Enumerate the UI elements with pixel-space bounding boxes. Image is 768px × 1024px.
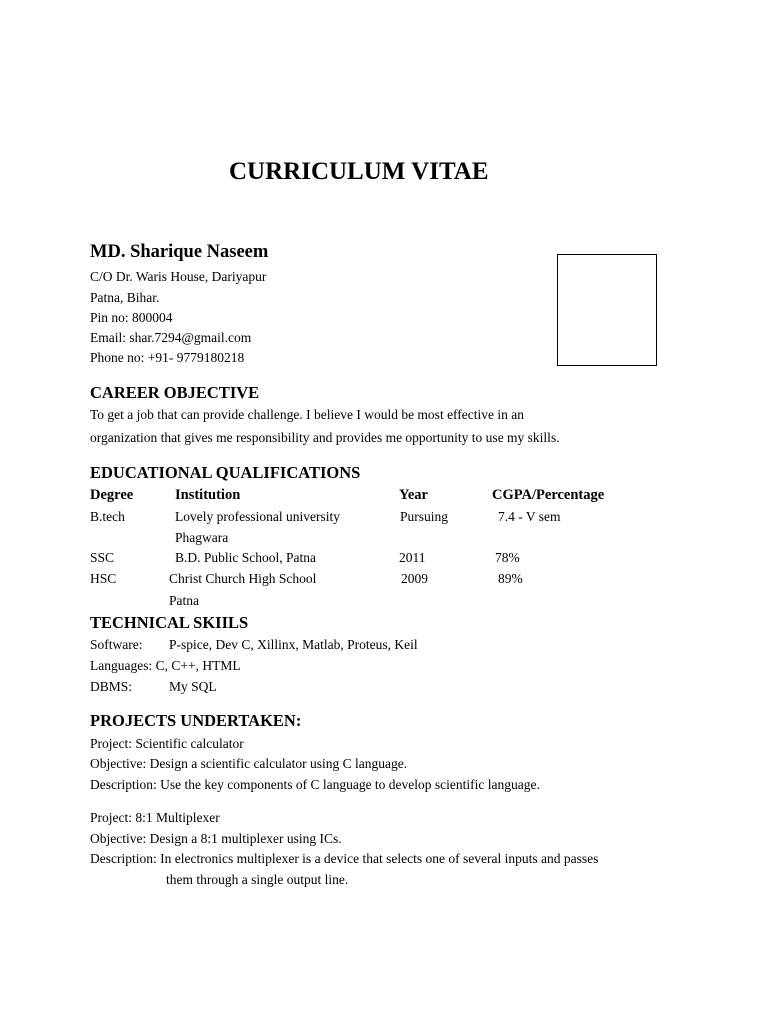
dbms-value: My SQL (169, 679, 217, 694)
project-1-objective: Objective: Design a scientific calculator using C language. (90, 756, 408, 771)
address-line-1: C/O Dr. Waris House, Dariyapur (90, 269, 267, 284)
table-cell-institution: Christ Church High School (169, 571, 317, 586)
career-objective-line-1: To get a job that can provide challenge. I believe I would be most effective in an (90, 407, 525, 422)
table-cell-score: 89% (498, 571, 523, 586)
career-objective-line-2: organization that gives me responsibility and provides me opportunity to use my skills. (90, 430, 560, 445)
table-header-degree: Degree (90, 487, 134, 503)
table-cell-year: Pursuing (400, 509, 449, 524)
dbms-label: DBMS: (90, 679, 133, 694)
software-list: P-spice, Dev C, Xillinx, Matlab, Proteus, Keil (169, 637, 418, 652)
project-1-description: Description: Use the key components of C language to develop scientific language. (90, 777, 540, 792)
table-cell-institution: B.D. Public School, Patna (175, 550, 316, 565)
technical-skills-heading: TECHNICAL SKIILS (90, 613, 249, 632)
table-cell-institution: Lovely professional university (175, 509, 340, 524)
project-2-objective: Objective: Design a 8:1 multiplexer using ICs. (90, 831, 342, 846)
document-title: CURRICULUM VITAE (229, 158, 489, 185)
table-cell-score: 7.4 - V sem (498, 509, 561, 524)
phone-number: Phone no: +91- 9779180218 (90, 350, 245, 365)
table-header-year: Year (399, 487, 428, 503)
table-header-institution: Institution (175, 487, 241, 503)
photo-placeholder (557, 254, 657, 366)
table-cell-score: 78% (495, 550, 520, 565)
table-header-score: CGPA/Percentage (492, 487, 605, 503)
table-cell-degree: HSC (90, 571, 117, 586)
address-line-2: Patna, Bihar. (90, 290, 160, 305)
project-2-title: Project: 8:1 Multiplexer (90, 810, 220, 825)
table-cell-degree: B.tech (90, 509, 125, 524)
candidate-name: MD. Sharique Naseem (90, 242, 269, 262)
career-objective-heading: CAREER OBJECTIVE (90, 383, 260, 402)
languages-line: Languages: C, C++, HTML (90, 658, 241, 673)
table-cell-institution-cont: Patna (169, 593, 199, 608)
project-1-title: Project: Scientific calculator (90, 736, 244, 751)
project-2-description: Description: In electronics multiplexer is a device that selects one of several inputs and passes (90, 851, 599, 866)
education-heading: EDUCATIONAL QUALIFICATIONS (90, 463, 361, 482)
table-cell-institution-cont: Phagwara (175, 530, 229, 545)
table-cell-degree: SSC (90, 550, 115, 565)
table-cell-year: 2009 (401, 571, 428, 586)
projects-heading: PROJECTS UNDERTAKEN: (90, 711, 302, 730)
project-2-description-cont: them through a single output line. (166, 872, 349, 887)
email: Email: shar.7294@gmail.com (90, 330, 252, 345)
software-label: Software: (90, 637, 143, 652)
table-cell-year: 2011 (399, 550, 426, 565)
pin-code: Pin no: 800004 (90, 310, 173, 325)
